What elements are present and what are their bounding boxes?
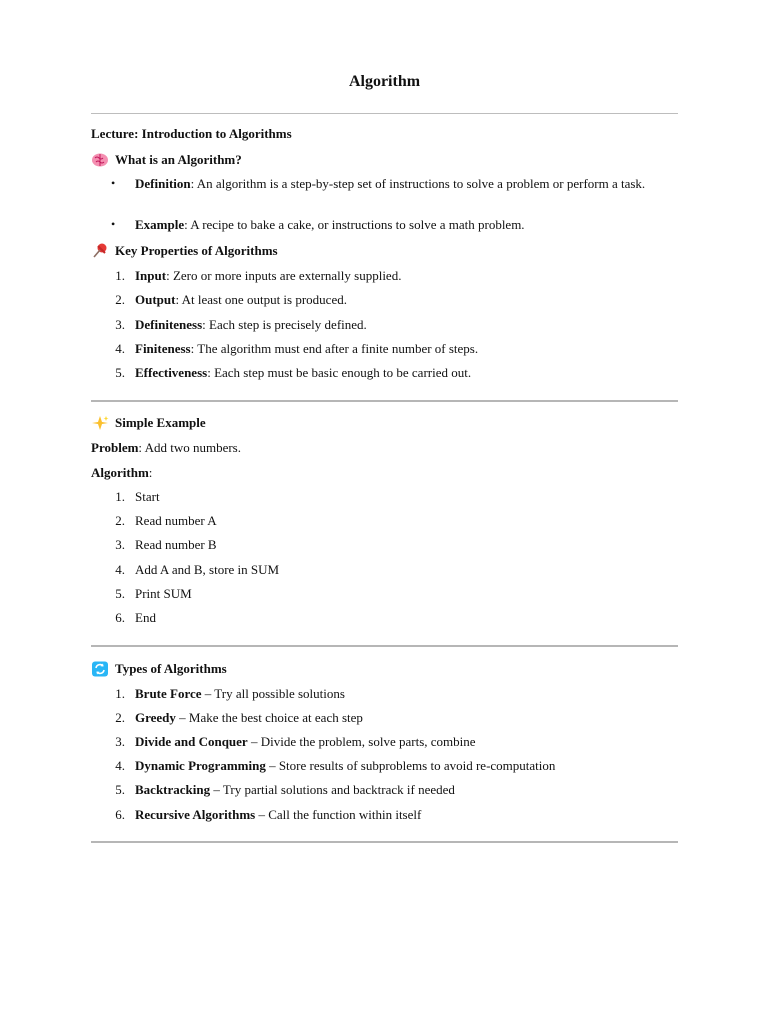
divider [91, 400, 678, 402]
algorithm-label: Algorithm [91, 465, 149, 480]
description: : An algorithm is a step-by-step set of instructions to solve a problem or perform a task. [190, 176, 646, 191]
description: : Each step is precisely defined. [202, 317, 367, 332]
problem-statement [91, 440, 241, 457]
step-text: Add A and B, store in SUM [135, 562, 280, 577]
list-item [91, 217, 678, 235]
description: : A recipe to bake a cake, or instructions to solve a math problem. [184, 217, 525, 232]
item-number: 2. [115, 710, 125, 725]
list-item [91, 513, 678, 531]
description: – Call the function within itself [255, 807, 422, 822]
description: : Each step must be basic enough to be carried out. [207, 365, 472, 380]
divider [91, 645, 678, 647]
item-number: 3. [115, 317, 125, 332]
term: Effectiveness [135, 365, 208, 380]
step-text: End [135, 610, 156, 625]
term: Divide and Conquer [135, 734, 248, 749]
list-item-text [135, 782, 455, 799]
list-item [91, 710, 678, 728]
description: – Make the best choice at each step [175, 710, 363, 725]
list-item [91, 758, 678, 776]
repeat-icon [91, 661, 109, 677]
item-number: 2. [115, 292, 125, 307]
item-number: 6. [115, 610, 125, 625]
description: : At least one output is produced. [175, 292, 347, 307]
list-item-text [135, 807, 421, 824]
section-heading-what-is [91, 152, 242, 169]
list-item-text [135, 176, 678, 193]
list-item [91, 734, 678, 752]
item-number: 2. [115, 513, 125, 528]
item-number: 5. [115, 586, 125, 601]
divider [91, 841, 678, 843]
pushpin-icon [91, 243, 109, 259]
term: Output [135, 292, 176, 307]
list-item-text [135, 686, 345, 703]
list-item-text [135, 317, 367, 334]
list-item [91, 686, 678, 704]
item-number: 4. [115, 758, 125, 773]
list-item-text [135, 758, 555, 775]
list-item-text [135, 341, 478, 358]
list-item [91, 268, 678, 286]
list-item-text [135, 734, 476, 751]
description: – Try partial solutions and backtrack if needed [210, 782, 455, 797]
item-number: 1. [115, 686, 125, 701]
sparkles-icon [91, 415, 109, 431]
term: Recursive Algorithms [135, 807, 256, 822]
list-item [91, 537, 678, 555]
term: Backtracking [135, 782, 211, 797]
list-item [91, 562, 678, 580]
item-number: 1. [115, 489, 125, 504]
item-number: 3. [115, 537, 125, 552]
item-number: 3. [115, 734, 125, 749]
list-item [91, 807, 678, 825]
brain-icon [91, 152, 109, 168]
step-text: Start [135, 489, 160, 504]
description: : Zero or more inputs are externally supplied. [166, 268, 402, 283]
step-text: Print SUM [135, 586, 192, 601]
list-item [91, 176, 678, 212]
list-item [91, 586, 678, 604]
list-item [91, 292, 678, 310]
term: Input [135, 268, 167, 283]
section-heading-label: Types of Algorithms [115, 661, 227, 676]
term: Definition [135, 176, 191, 191]
divider [91, 113, 678, 114]
term: Definiteness [135, 317, 203, 332]
list-item [91, 489, 678, 507]
item-number: 4. [115, 562, 125, 577]
description: : The algorithm must end after a finite number of steps. [190, 341, 479, 356]
term: Dynamic Programming [135, 758, 266, 773]
term: Finiteness [135, 341, 191, 356]
item-number: 1. [115, 268, 125, 283]
term: Brute Force [135, 686, 202, 701]
list-item [91, 317, 678, 335]
step-text: Read number B [135, 537, 217, 552]
section-heading-key-properties [91, 243, 278, 260]
list-item-text [135, 217, 525, 234]
term: Example [135, 217, 185, 232]
section-heading-label: What is an Algorithm? [115, 152, 242, 167]
section-heading-label: Key Properties of Algorithms [115, 243, 278, 258]
bullet: • [111, 176, 116, 190]
section-heading-label: Simple Example [115, 415, 206, 430]
list-item [91, 365, 678, 383]
item-number: 5. [115, 782, 125, 797]
bullet: • [111, 217, 116, 231]
description: – Store results of subproblems to avoid re-computation [265, 758, 556, 773]
section-heading-types [91, 661, 227, 678]
algorithm-label-line [91, 465, 152, 482]
description: – Try all possible solutions [201, 686, 345, 701]
list-item [91, 610, 678, 628]
section-heading-simple-example [91, 415, 206, 432]
page-title: Algorithm [348, 73, 421, 90]
item-number: 4. [115, 341, 125, 356]
term: Greedy [135, 710, 176, 725]
list-item-text [135, 710, 363, 727]
list-item-text [135, 268, 401, 285]
list-item [91, 341, 678, 359]
algorithm-colon: : [148, 465, 153, 480]
list-item-text [135, 292, 347, 309]
item-number: 6. [115, 807, 125, 822]
description: – Divide the problem, solve parts, combine [247, 734, 476, 749]
lecture-heading: Lecture: Introduction to Algorithms [91, 126, 292, 141]
problem-label: Problem [91, 440, 139, 455]
step-text: Read number A [135, 513, 217, 528]
problem-text: : Add two numbers. [138, 440, 241, 455]
list-item-text [135, 365, 471, 382]
list-item [91, 782, 678, 800]
item-number: 5. [115, 365, 125, 380]
